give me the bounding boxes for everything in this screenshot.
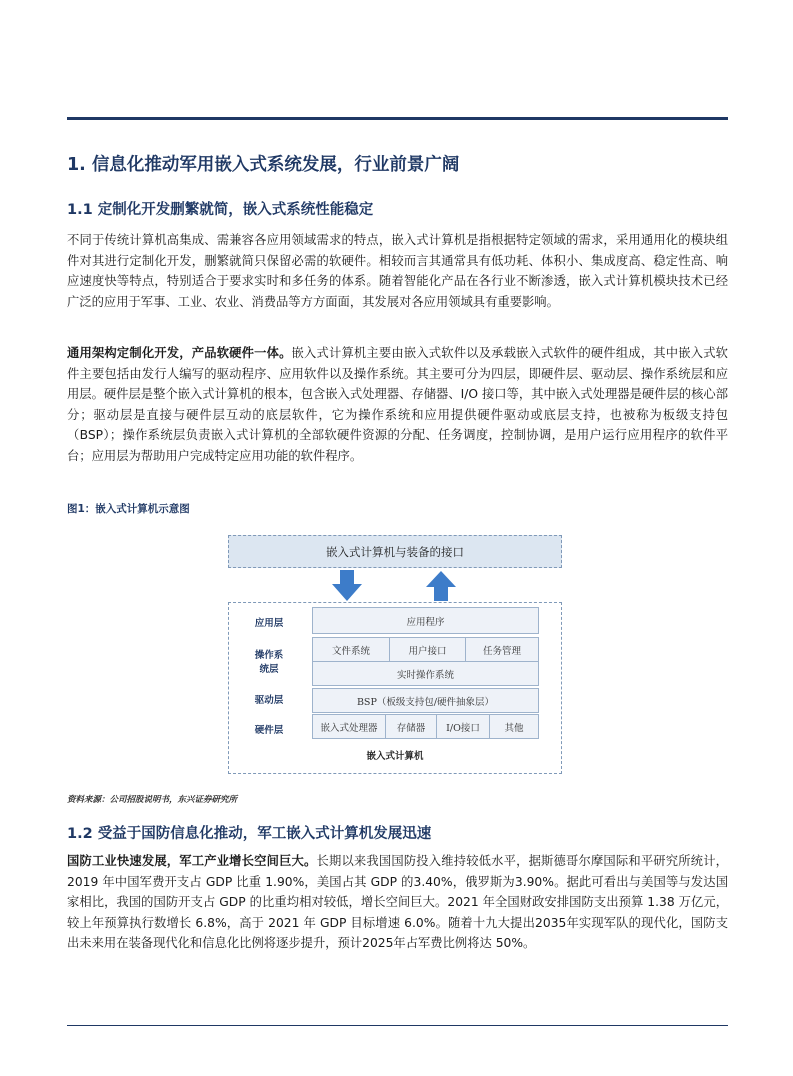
paragraph-2-lead: 通用架构定制化开发，产品软硬件一体。 [67, 346, 292, 360]
section-1-2-body: 长期以来我国国防投入维持较低水平，据斯德哥尔摩国际和平研究所统计，2019 年中国军费开支占 GDP 比重 1.90%，美国占其 GDP 的3.40%，俄罗斯为3.90%。据此可看出与美国等与发达国家相比，我国的国防开支占 GDP 的比重均相对较低，增长空间巨大。2021 年全国财政安排国防支出预算 1.38 万亿元，较上年预算执行数增长 6.8%，高于 2021 年 GDP 目标增速 6.0%。随着十九大提出2035年实现军队的现代化，国防支出未来用在装备现代化和信息化比例将逐步提升，预计2025年占军费比例将达 50%。 [67, 854, 728, 951]
up-arrow-icon [424, 570, 458, 602]
cell-storage: 存储器 [385, 714, 437, 739]
cell-rtos: 实时操作系统 [312, 661, 539, 686]
section-1-2-heading: 1.2 受益于国防信息化推动，军工嵌入式计算机发展迅速 [67, 826, 432, 842]
down-arrow-icon [330, 570, 364, 602]
cell-bsp: BSP（板级支持包/硬件抽象层） [312, 688, 539, 713]
section-1-2-lead: 国防工业快速发展，军工产业增长空间巨大。 [67, 854, 317, 868]
figure-1-title: 图1：嵌入式计算机示意图 [67, 503, 190, 515]
layer-label-app: 应用层 [254, 618, 284, 629]
section-1-1-paragraph-1: 不同于传统计算机高集成、需兼容各应用领域需求的特点，嵌入式计算机是指根据特定领域的需求，采用通用化的模块组件对其进行定制化开发，删繁就简只保留必需的软硬件。相较而言其通常具有低功耗、体积小、集成度高、稳定性高、响应速度快等特点，特别适合于要求实时和多任务的体系。随着智能化产品在各行业不断渗透，嵌入式计算机模块技术已经广泛的应用于军事、工业、农业、消费品等方方面面，其发展对各应用领域具有重要影响。 [67, 233, 728, 309]
section-1-1-paragraph-2 [67, 343, 728, 467]
layer-label-os-line2: 统层 [259, 664, 279, 675]
paragraph-2-body: 嵌入式计算机主要由嵌入式软件以及承载嵌入式软件的硬件组成，其中嵌入式软件主要包括由发行人编写的驱动程序、应用软件以及操作系统。其主要可分为四层，即硬件层、驱动层、操作系统层和应用层。硬件层是整个嵌入式计算机的根本，包含嵌入式处理器、存储器、I/O 接口等，其中嵌入式处理器是硬件层的核心部分；驱动层是直接与硬件层互动的底层软件，它为操作系统和应用提供硬件驱动或底层支持，也被称为板级支持包（BSP）；操作系统层负责嵌入式计算机的全部软硬件资源的分配、任务调度，控制协调，是用户运行应用程序的软件平台；应用层为帮助用户完成特定应用功能的软件程序。 [67, 346, 728, 463]
cell-user-interface: 用户接口 [389, 637, 466, 662]
layer-label-hardware: 硬件层 [254, 725, 284, 736]
figure-1-source: 资料来源：公司招股说明书，东兴证券研究所 [67, 795, 238, 805]
layer-label-os [244, 649, 294, 677]
layer-label-driver: 驱动层 [254, 695, 284, 706]
header-rule [67, 117, 728, 120]
footer-rule [67, 1025, 728, 1026]
section-1-heading: 1. 信息化推动军用嵌入式系统发展，行业前景广阔 [67, 155, 460, 175]
cell-app-program: 应用程序 [312, 607, 539, 634]
layer-label-os-line1: 操作系 [254, 650, 284, 661]
section-1-1-heading: 1.1 定制化开发删繁就简，嵌入式系统性能稳定 [67, 202, 374, 218]
interface-box [228, 535, 562, 568]
cell-io: I/O接口 [436, 714, 490, 739]
cell-processor: 嵌入式处理器 [312, 714, 386, 739]
embedded-computer-label: 嵌入式计算机 [366, 751, 424, 762]
cell-file-system: 文件系统 [312, 637, 390, 662]
cell-other: 其他 [489, 714, 539, 739]
cell-task-management: 任务管理 [465, 637, 539, 662]
section-1-2-paragraph [67, 851, 728, 954]
interface-label: 嵌入式计算机与装备的接口 [326, 544, 464, 559]
